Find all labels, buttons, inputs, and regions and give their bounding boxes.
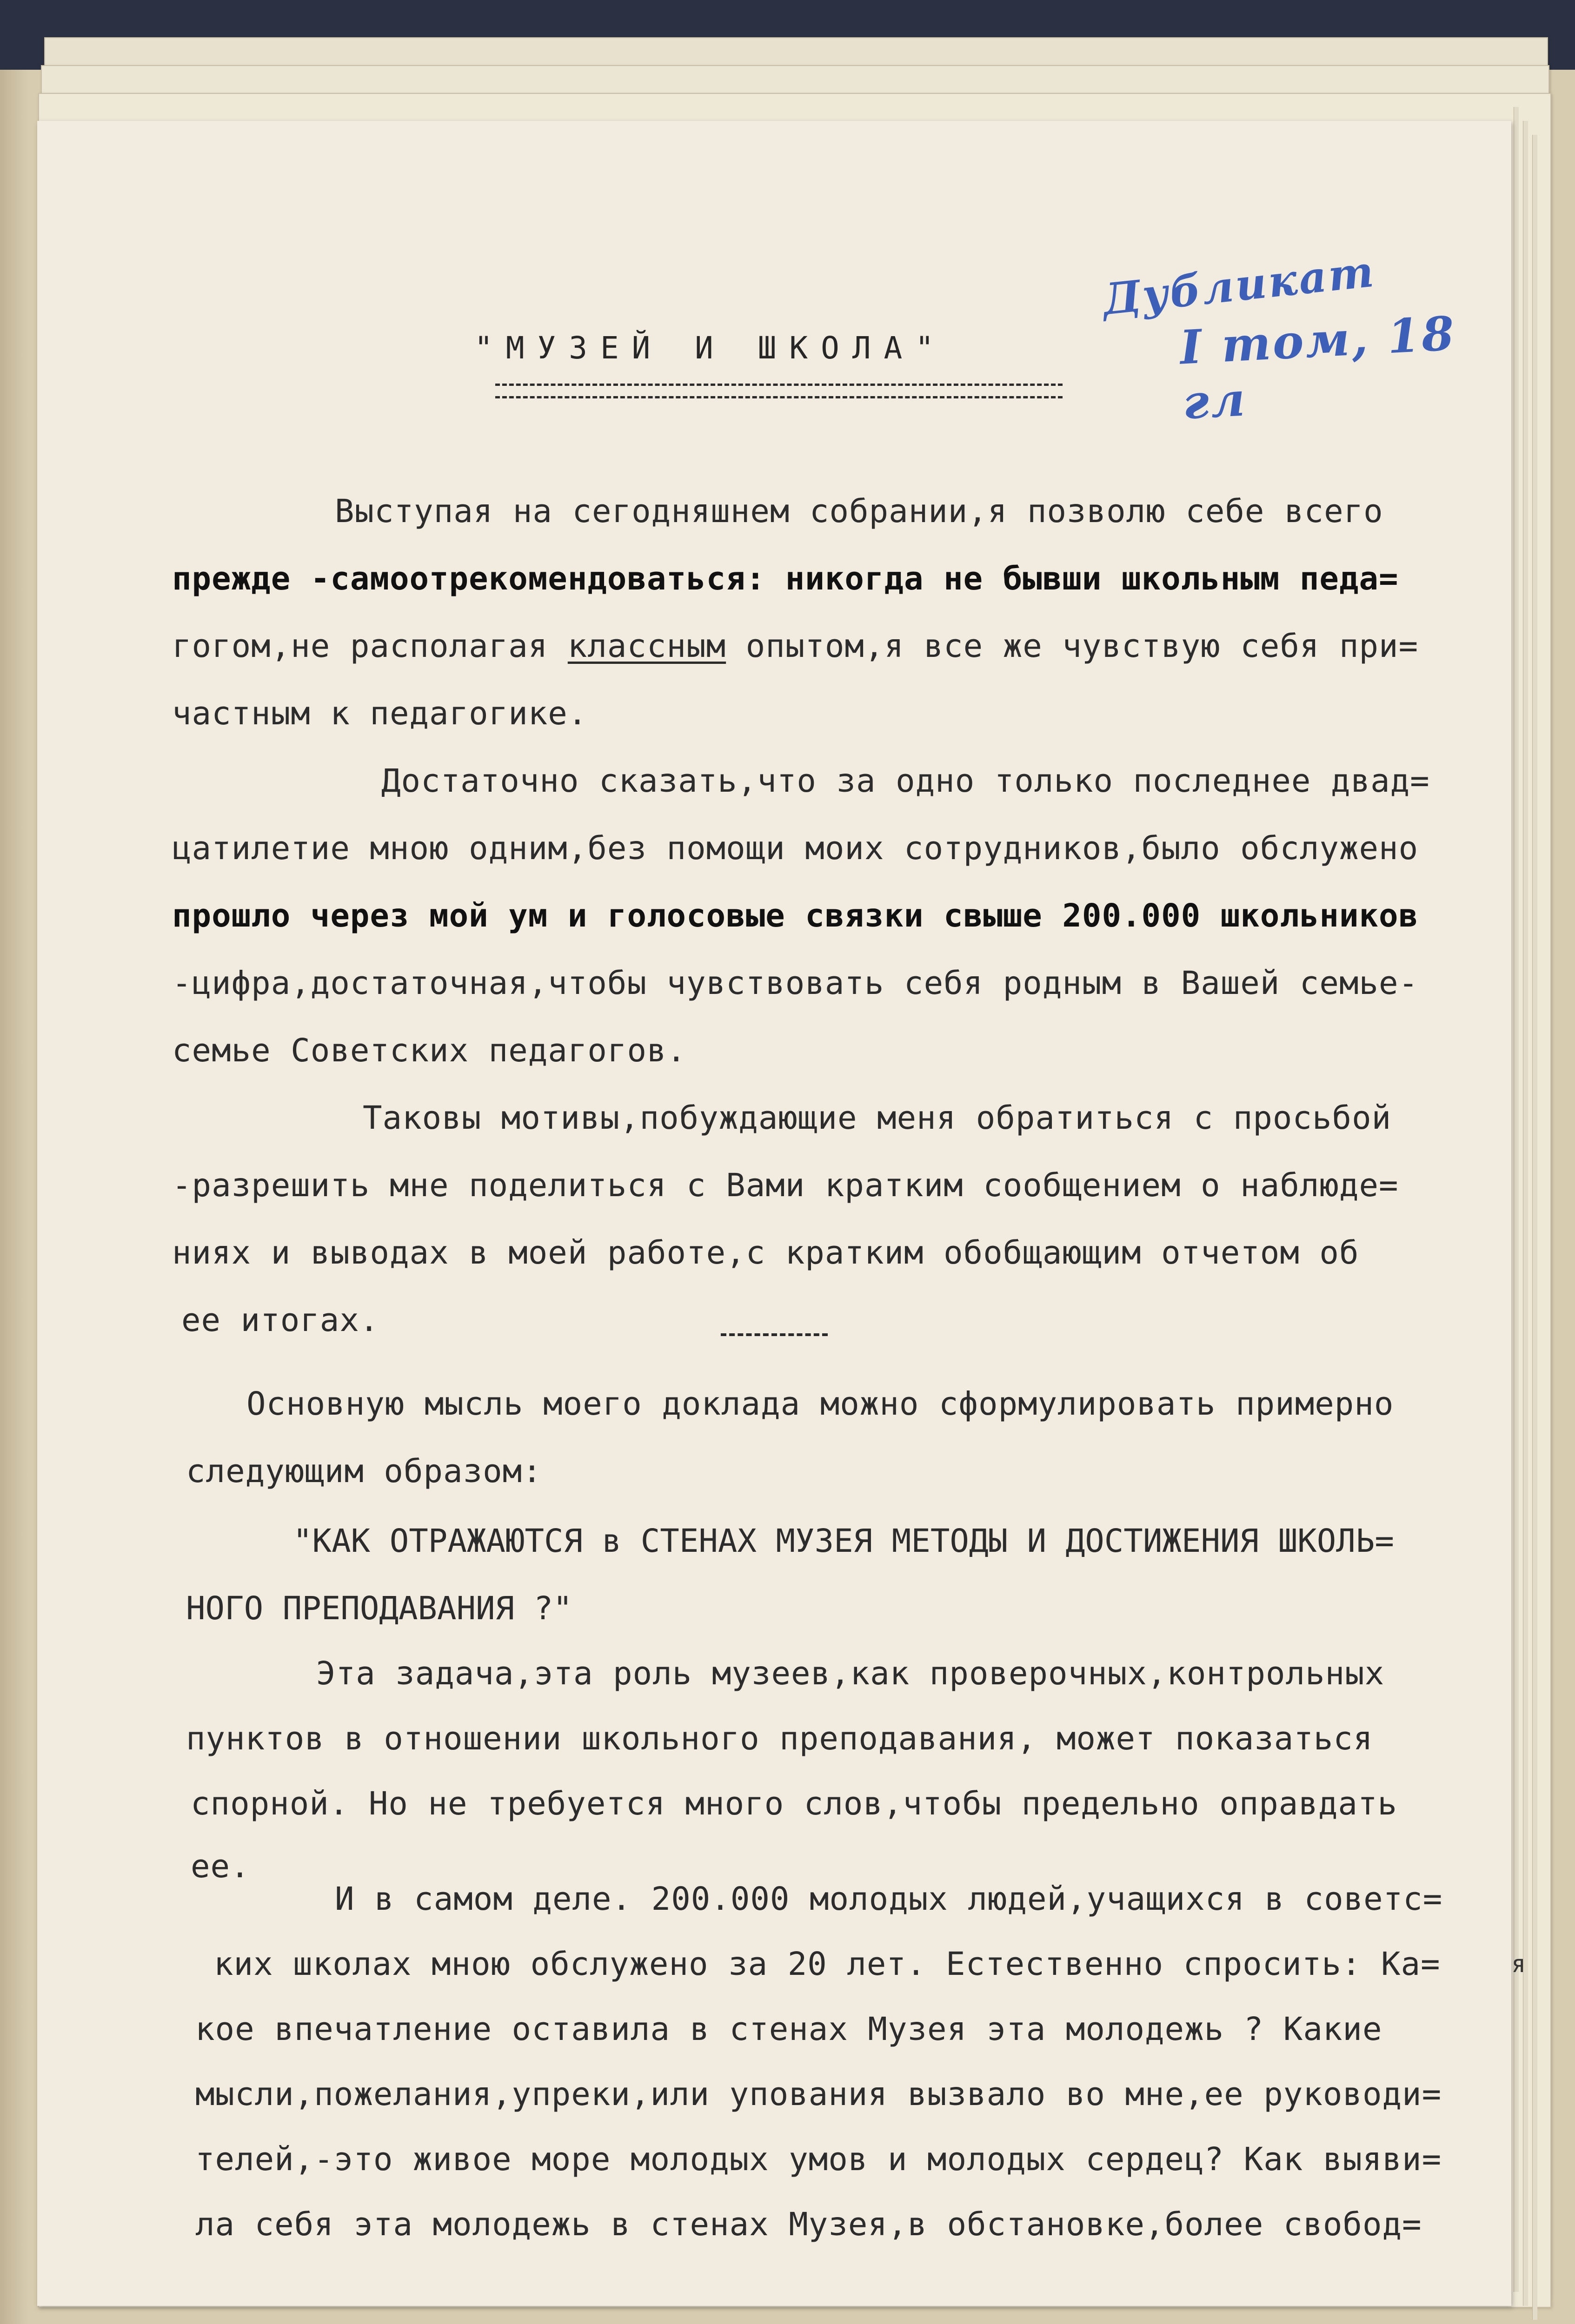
text-fragment: опытом,я все же чувствую себя при= bbox=[726, 628, 1419, 665]
text-line: ких школах мною обслужено за 20 лет. Естественно спросить: Ка= bbox=[214, 1946, 1441, 1983]
underlined-word: классным bbox=[567, 628, 726, 665]
text-line: кое впечатление оставила в стенах Музея эта молодежь ? Какие bbox=[195, 2011, 1382, 2048]
text-line: пунктов в отношении школьного преподавания, может показаться bbox=[186, 1720, 1373, 1757]
text-line: ла себя эта молодежь в стенах Музея,в обстановке,более свобод= bbox=[195, 2206, 1422, 2243]
text-line: Выступая на сегодняшнем собрании,я позволю себе всего bbox=[335, 493, 1383, 530]
text-line: Таковы мотивы,побуждающие меня обратиться с просьбой bbox=[363, 1099, 1392, 1137]
text-line: ниях и выводах в моей работе,с кратким обобщающим отчетом об bbox=[172, 1234, 1359, 1271]
margin-mark: я bbox=[1511, 1950, 1526, 1978]
text-line: И в самом деле. 200.000 молодых людей,учащихся в советс= bbox=[335, 1880, 1443, 1918]
text-line: следующим образом: bbox=[186, 1453, 542, 1490]
section-divider bbox=[721, 1333, 828, 1336]
handwritten-note-line2: I том, 18 гл bbox=[1178, 305, 1457, 430]
document-title: "МУЗЕЙ И ШКОЛА" bbox=[474, 330, 947, 366]
sheet-edge bbox=[1532, 135, 1537, 2320]
text-line: ее. bbox=[191, 1848, 250, 1885]
text-line: -цифра,достаточная,чтобы чувствовать себя родным в Вашей семье- bbox=[172, 965, 1419, 1002]
text-line: "КАК ОТРАЖАЮТСЯ в СТЕНАХ МУЗЕЯ МЕТОДЫ И ДОСТИЖЕНИЯ ШКОЛЬ= bbox=[293, 1523, 1394, 1560]
text-line: ее итогах. bbox=[181, 1302, 379, 1339]
text-line: прошло через мой ум и голосовые связки свыше 200.000 школьников bbox=[172, 897, 1419, 934]
text-line: Достаточно сказать,что за одно только последнее двад= bbox=[381, 762, 1430, 800]
text-line: телей,-это живое море молодых умов и молодых сердец? Как выяви= bbox=[195, 2141, 1442, 2178]
text-line: спорной. Но не требуется много слов,чтобы предельно оправдать bbox=[191, 1785, 1398, 1822]
document-page bbox=[37, 121, 1511, 2306]
text-line: прежде -самоотрекомендоваться: никогда не бывши школьным педа= bbox=[172, 560, 1399, 597]
folder-edge bbox=[0, 70, 28, 2324]
text-fragment: гогом,не располагая bbox=[172, 628, 568, 665]
handwritten-note-line1: Дубликат bbox=[1100, 246, 1378, 325]
text-line: Основную мысль моего доклада можно сформулировать примерно bbox=[246, 1385, 1394, 1423]
text-line: мысли,пожелания,упреки,или упования вызвало во мне,ее руководи= bbox=[195, 2076, 1442, 2113]
title-double-rule bbox=[495, 384, 1063, 398]
text-line: -разрешить мне поделиться с Вами кратким сообщением о наблюде= bbox=[172, 1167, 1399, 1204]
text-line: НОГО ПРЕПОДАВАНИЯ ?" bbox=[186, 1590, 572, 1627]
text-line: Эта задача,эта роль музеев,как проверочных,контрольных bbox=[316, 1655, 1385, 1692]
text-line: частным к педагогике. bbox=[172, 695, 588, 732]
text-line: семье Советских педагогов. bbox=[172, 1032, 687, 1069]
text-line: цатилетие мною одним,без помощи моих сотрудников,было обслужено bbox=[172, 830, 1419, 867]
text-line bbox=[172, 628, 1418, 665]
sheet-edge bbox=[1523, 121, 1528, 2306]
